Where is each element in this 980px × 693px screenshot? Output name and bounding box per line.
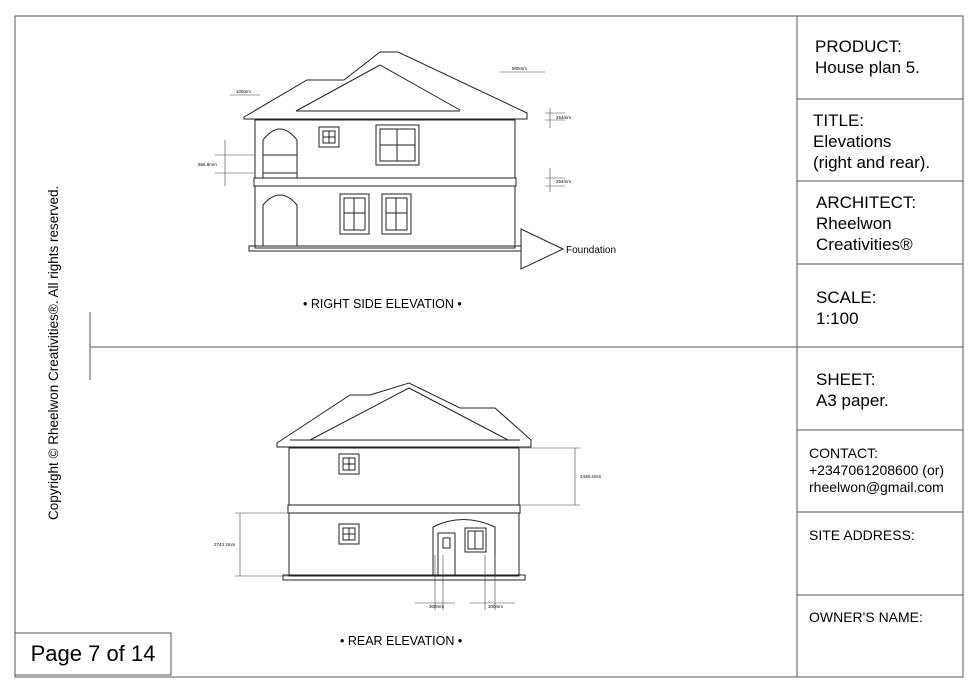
dim-fascia-mid: 254mm bbox=[556, 179, 572, 184]
product-label: PRODUCT: bbox=[815, 37, 902, 56]
architect-value-line1: Rheelwon bbox=[816, 214, 892, 233]
product-block bbox=[815, 36, 980, 78]
page-indicator: Page 7 of 14 bbox=[30, 641, 156, 666]
sheet-label: SHEET: bbox=[816, 370, 876, 389]
scale-block bbox=[816, 287, 980, 329]
copyright-text: Copyright © Rheelwon Creativities®. All rights reserved. bbox=[46, 185, 61, 520]
title-value-line2: (right and rear). bbox=[813, 153, 931, 172]
right-side-elevation bbox=[244, 52, 563, 269]
title-value-line1: Elevations bbox=[813, 132, 892, 151]
product-value: House plan 5. bbox=[815, 58, 920, 77]
architect-block bbox=[816, 192, 980, 255]
contact-email: rheelwon@gmail.com bbox=[809, 479, 944, 495]
sheet-block bbox=[816, 369, 980, 411]
right-elevation-caption: • RIGHT SIDE ELEVATION • bbox=[303, 297, 462, 311]
site-address-label: SITE ADDRESS: bbox=[809, 527, 915, 543]
dim-left-offset: 300mm bbox=[429, 604, 445, 609]
title-label: TITLE: bbox=[813, 111, 865, 130]
owners-name-block bbox=[809, 609, 975, 626]
dim-eave: 500mm bbox=[512, 66, 528, 71]
dim-right-offset: 300mm bbox=[488, 604, 504, 609]
dim-upper-height: 2436.4mm bbox=[580, 474, 602, 479]
architect-label: ARCHITECT: bbox=[816, 193, 917, 212]
architect-value-line2: Creativities® bbox=[816, 235, 913, 254]
title-block bbox=[813, 110, 979, 173]
dim-overhang: 100mm bbox=[236, 89, 252, 94]
site-address-block bbox=[809, 527, 975, 544]
rear-elevation bbox=[277, 383, 531, 580]
dim-lower-height: 2743.2mm bbox=[214, 542, 236, 547]
sheet-value: A3 paper. bbox=[816, 391, 889, 410]
contact-block bbox=[809, 445, 975, 496]
owners-name-label: OWNER'S NAME: bbox=[809, 609, 923, 625]
contact-phone: +2347061208600 (or) bbox=[809, 462, 945, 478]
dim-fascia-top: 254mm bbox=[556, 115, 572, 120]
scale-label: SCALE: bbox=[816, 288, 877, 307]
scale-value: 1:100 bbox=[816, 309, 859, 328]
foundation-label: Foundation bbox=[566, 245, 617, 256]
contact-label: CONTACT: bbox=[809, 445, 878, 461]
dim-rail: 665.8mm bbox=[198, 162, 217, 167]
rear-elevation-caption: • REAR ELEVATION • bbox=[340, 634, 463, 648]
